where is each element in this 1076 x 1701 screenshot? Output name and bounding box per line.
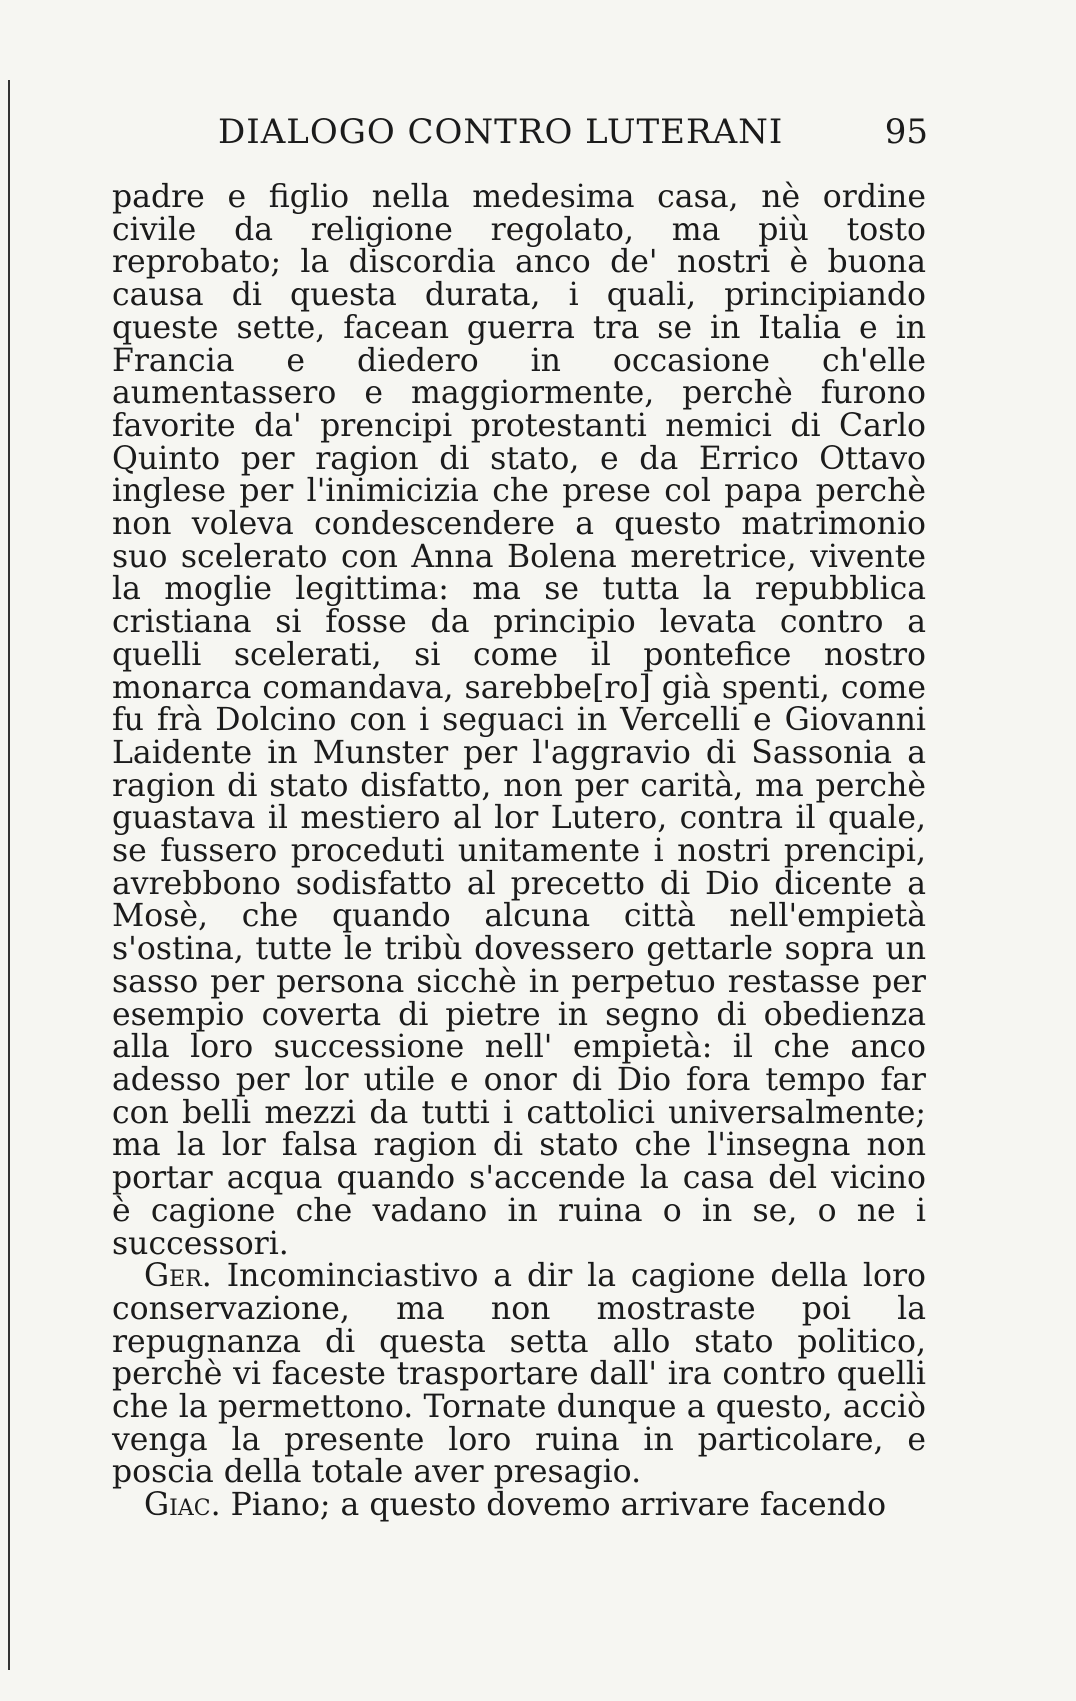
paragraph-ger — [112, 1260, 926, 1489]
paragraph-giac-text: Piano; a questo dovemo arrivare facendo — [230, 1487, 887, 1524]
speaker-giac: Giac. — [144, 1487, 221, 1524]
paragraph-ger-text: Incominciastivo a dir la cagione della loro conservazione, ma non mostraste poi la repugnanza di questa setta allo stato politico, perchè vi faceste trasportare dall' ira contro quelli che la permettono. Tornate dunque a questo, acciò venga la presente loro ruina in particolare, e poscia della totale aver presagio. — [112, 1258, 926, 1491]
page-number: 95 — [884, 112, 928, 152]
body-text — [112, 181, 926, 1522]
page-edge-rule — [8, 80, 10, 1670]
paragraph-continued: padre e figlio nella medesima casa, nè ordine civile da religione regolato, ma più tosto reprobato; la discordia anco de' nostri è buona causa di questa durata, i quali, principiando queste sette, facean guerra tra se in Italia e in Francia e diedero in occasione ch'elle aumentassero e maggiormente, perchè furono favorite da' prencipi protestanti nemici di Carlo Quinto per ragion di stato, e da Errico Ottavo inglese per l'inimicizia che prese col papa perchè non voleva condescendere a questo matrimonio suo scelerato con Anna Bolena meretrice, vivente la moglie legittima: ma se tutta la repubblica cristiana si fosse da principio levata contro a quelli scelerati, si come il pontefice nostro monarca comandava, sarebbe[ro] già spenti, come fu frà Dolcino con i seguaci in Vercelli e Giovanni Laidente in Munster per l'aggravio di Sassonia a ragion di stato disfatto, non per carità, ma perchè guastava il mestiero al lor Lutero, contra il quale, se fussero proceduti unitamente i nostri prencipi, avrebbono sodisfatto al precetto di Dio dicente a Mosè, che quando alcuna città nell'empietà s'ostina, tutte le tribù dovessero gettarle sopra un sasso per persona sicchè in perpetuo restasse per esempio coverta di pietre in segno di obedienza alla loro successione nell' empietà: il che anco adesso per lor utile e onor di Dio fora tempo far con belli mezzi da tutti i cattolici universalmente; ma la lor falsa ragion di stato che l'insegna non portar acqua quando s'accende la casa del vicino è cagione che vadano in ruina o in se, o ne i successori. — [112, 179, 926, 1262]
speaker-ger: Ger. — [144, 1258, 212, 1295]
page-header — [110, 112, 928, 160]
running-head: DIALOGO CONTRO LUTERANI — [218, 112, 784, 152]
paragraph-giac — [112, 1489, 926, 1522]
